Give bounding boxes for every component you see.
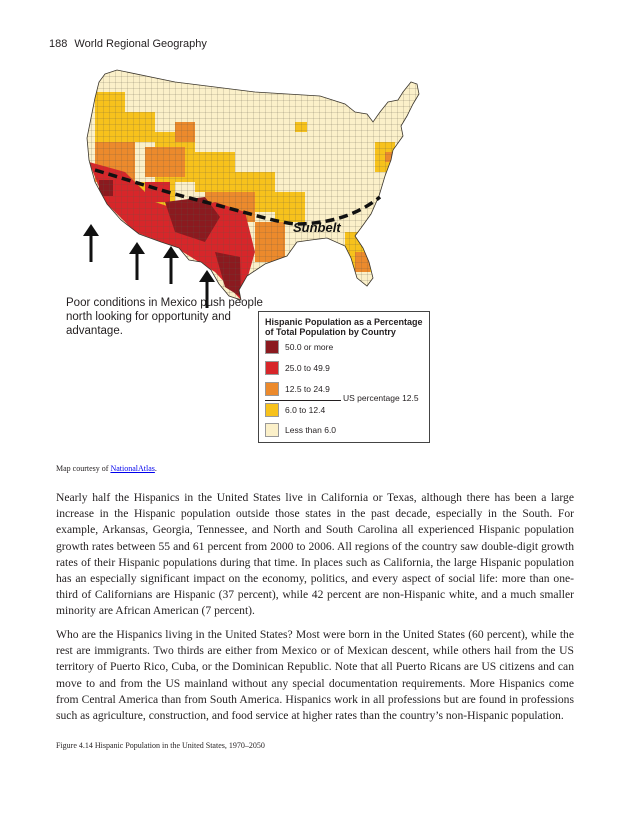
legend-label: Less than 6.0 bbox=[285, 425, 337, 435]
legend-item bbox=[265, 361, 330, 375]
sunbelt-label: Sunbelt bbox=[293, 220, 341, 235]
legend-item bbox=[265, 403, 325, 417]
legend-item bbox=[265, 382, 330, 396]
legend-item bbox=[265, 340, 333, 354]
map-fill bbox=[55, 52, 450, 312]
arrow-icon bbox=[129, 242, 145, 280]
figure-caption: Figure 4.14 Hispanic Population in the United States, 1970–2050 bbox=[56, 741, 265, 750]
map-caption: Poor conditions in Mexico push people north looking for opportunity and advantage. bbox=[66, 297, 263, 337]
nationalatlas-link[interactable]: NationalAtlas bbox=[110, 464, 155, 473]
legend-swatch bbox=[265, 403, 279, 417]
legend-label: 25.0 to 49.9 bbox=[285, 363, 330, 373]
book-title: World Regional Geography bbox=[74, 38, 207, 50]
legend-title: Hispanic Population as a Percentage of Total Population by Country bbox=[265, 317, 423, 337]
arrow-icon bbox=[83, 224, 99, 262]
body-paragraph-2: Who are the Hispanics living in the United States? Most were born in the United States (60 percent), while the rest are immigrants. Two thirds are either from Mexico or of Mexican descent, while others hail from the US territory of Puerto Rico, Cuba, or the Dominican Republic. Note that all Puerto Ricans are US citizens and can move to and from the US mainland without any special documentation requirements. More Hispanics come from Central America than from South America. Hispanics work in all professions but are found in professions such as agriculture, construction, and food service at higher rates than the country’s non-Hispanic population. bbox=[56, 628, 574, 723]
legend-swatch bbox=[265, 361, 279, 375]
legend-swatch bbox=[265, 382, 279, 396]
arrow-icon bbox=[163, 246, 179, 284]
us-percentage-line bbox=[265, 400, 341, 401]
us-percentage-label: US percentage 12.5 bbox=[343, 393, 419, 403]
legend-item bbox=[265, 423, 336, 437]
map-legend bbox=[258, 311, 430, 443]
credit-prefix: Map courtesy of bbox=[56, 464, 111, 473]
map-credit bbox=[56, 464, 157, 473]
page-header bbox=[49, 38, 207, 50]
legend-label: 6.0 to 12.4 bbox=[285, 405, 326, 415]
page-number: 188 bbox=[49, 38, 68, 50]
credit-suffix: . bbox=[154, 464, 157, 473]
legend-label: 12.5 to 24.9 bbox=[285, 384, 330, 394]
legend-swatch bbox=[265, 340, 279, 354]
legend-swatch bbox=[265, 423, 279, 437]
body-paragraph-1: Nearly half the Hispanics in the United States live in California or Texas, although there has been a large increase in the Hispanic population outside those states in the past decade, especially in the South. For example, Arkansas, Georgia, Tennessee, and North and South Carolina all experienced Hispanic population growth rates between 55 and 61 percent from 2000 to 2006. All regions of the country saw double-digit growth rates of their Hispanic populations during that time. In places such as California, the large Hispanic population has an especially significant impact on the economy, politics, and every aspect of social life: more than one-third of Californians are Hispanic (37 percent), while 42 percent are non-Hispanic white, and a much smaller minority are African American (7 percent). bbox=[56, 491, 574, 618]
legend-label: 50.0 or more bbox=[285, 342, 334, 352]
